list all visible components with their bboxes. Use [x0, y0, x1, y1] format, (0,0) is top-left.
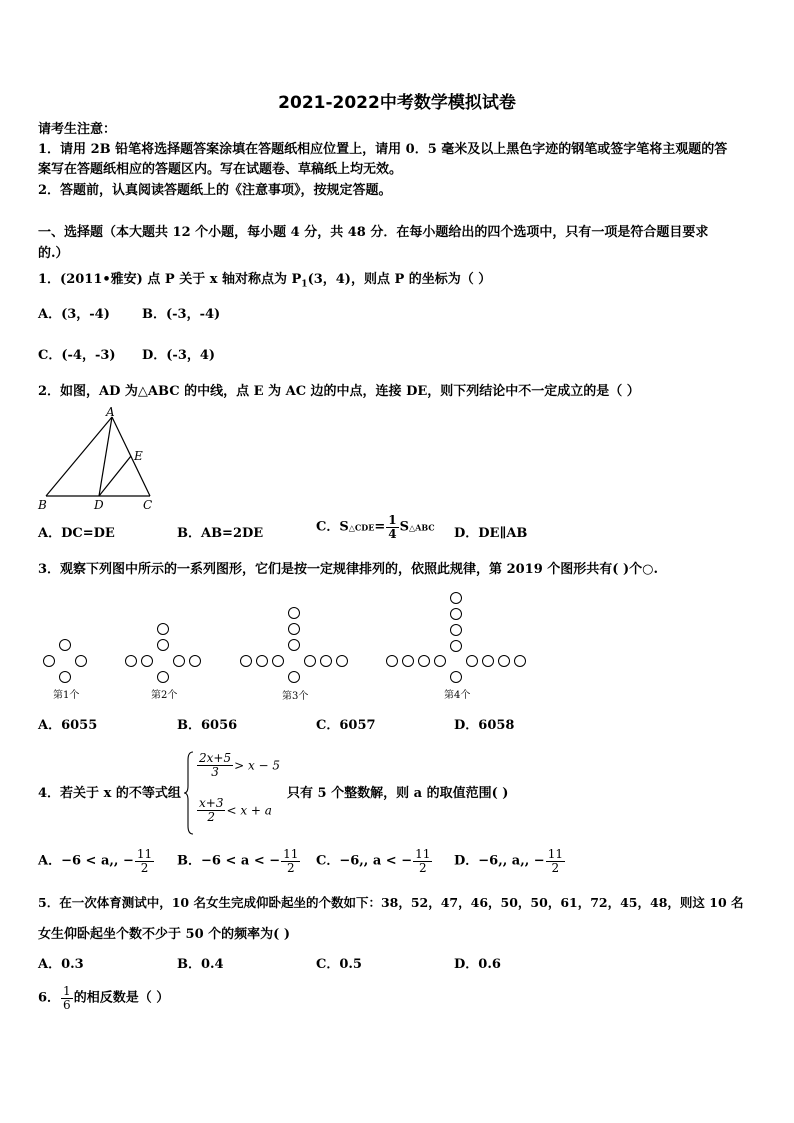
- q5-option-c: C．0.5: [316, 957, 362, 972]
- q2-option-b: B．AB=2DE: [177, 526, 264, 541]
- pattern-label-3: 第3个: [282, 691, 309, 702]
- q4-option-c: [316, 848, 433, 875]
- q4-a-fraction: [135, 848, 154, 875]
- question-6-stem: [38, 985, 169, 1012]
- section-heading-line-1: 一、选择题（本大题共 12 个小题，每小题 4 分，共 48 分．在每小题给出的四个选项中，只有一项是符合题目要求: [38, 225, 709, 240]
- notice-line-1a: 1．请用 2B 铅笔将选择题答案涂填在答题纸相应位置上，请用 0．5 毫米及以上黑色字迹的钢笔或签字笔将主观题的答: [38, 142, 728, 157]
- vertex-label-c: C: [143, 498, 153, 512]
- q2-option-c: [316, 514, 435, 541]
- pattern-2: [126, 624, 201, 683]
- notice-line-2: 2．答题前，认真阅读答题纸上的《注意事项》，按规定答题。: [38, 183, 392, 198]
- q2-c-num: 1: [388, 513, 397, 527]
- ineq1-fraction: [197, 752, 233, 779]
- q4-d-fraction: [546, 848, 565, 875]
- vertex-label-e: E: [134, 449, 143, 463]
- q5-option-d: D．0.6: [454, 957, 501, 972]
- q4-d-prefix: D．−6,, a,, −: [454, 853, 545, 869]
- ineq2-fraction: [197, 797, 225, 824]
- q6-prefix: 6．: [38, 990, 61, 1006]
- q3-option-d: D．6058: [454, 718, 515, 733]
- q4-b-fraction: [281, 848, 300, 875]
- pattern-label-2: 第2个: [151, 690, 178, 701]
- q6-den: 6: [63, 998, 71, 1012]
- page-title: 2021-2022中考数学模拟试卷: [278, 93, 516, 113]
- q3-option-c: C．6057: [316, 718, 376, 733]
- ineq2-den: 2: [207, 810, 216, 824]
- pattern-label-4: 第4个: [444, 690, 471, 701]
- inequality-2: [196, 797, 272, 824]
- q1-stem-part-a: 1．(2011•雅安) 点 P 关于 x 轴对称点为 P: [38, 272, 302, 287]
- q4-a-prefix: A．−6 < a,, −: [38, 853, 134, 869]
- q2-option-d: D．DE∥AB: [454, 526, 528, 541]
- q1-subscript: 1: [301, 279, 308, 290]
- q1-stem-part-b: (3，4)，则点 P 的坐标为（ ）: [307, 272, 492, 287]
- q4-option-d: [454, 848, 566, 875]
- pattern-1: [44, 640, 87, 683]
- question-2-stem: 2．如图，AD 为△ABC 的中线，点 E 为 AC 边的中点，连接 DE，则下列结论中不一定成立的是（ ）: [38, 384, 640, 399]
- vertex-label-a: A: [106, 405, 115, 419]
- pattern-4: [387, 593, 526, 683]
- q2-c-eq: =: [374, 519, 386, 535]
- question-5-line-1: 5．在一次体育测试中，10 名女生完成仰卧起坐的个数如下：38，52，47，46，50，50，61，72，45，48，则这 10 名: [38, 895, 744, 910]
- ineq1-num: 2x+5: [199, 751, 232, 765]
- q4-b-den: 2: [286, 861, 295, 875]
- q4-c-num: 11: [415, 847, 431, 861]
- q1-option-a: A．(3，-4): [38, 307, 110, 322]
- pattern-label-1: 第1个: [53, 690, 80, 701]
- q5-option-a: A．0.3: [38, 957, 84, 972]
- question-1-stem: [38, 270, 491, 295]
- notice-line-1b: 案写在答题纸相应的答题区内。写在试题卷、草稿纸上均无效。: [38, 162, 403, 177]
- q4-option-a: [38, 848, 155, 875]
- q1-option-d: D．(-3，4): [142, 348, 216, 363]
- q4-d-num: 11: [547, 847, 563, 861]
- q4-b-num: 11: [283, 847, 299, 861]
- q4-a-num: 11: [136, 847, 153, 861]
- q4-c-den: 2: [418, 861, 427, 875]
- question-5-line-2: 女生仰卧起坐个数不少于 50 个的频率为( ): [38, 927, 290, 942]
- ineq2-rest: < x + a: [226, 803, 272, 818]
- vertex-label-b: B: [38, 498, 47, 512]
- q4-b-prefix: B．−6 < a < −: [177, 853, 281, 869]
- q2-option-a: A．DC=DE: [38, 526, 115, 541]
- q6-num: 1: [63, 984, 71, 998]
- inequality-1: [196, 752, 280, 779]
- q4-stem-part-a: 4．若关于 x 的不等式组: [38, 786, 181, 801]
- section-heading-line-2: 的.）: [38, 246, 69, 261]
- circle-pattern-figure: [30, 588, 540, 708]
- q3-option-a: A．6055: [38, 718, 98, 733]
- ineq1-den: 3: [211, 765, 219, 779]
- q2-c-den: 4: [388, 527, 397, 541]
- q4-option-b: [177, 848, 301, 875]
- notice-heading: 请考生注意：: [38, 122, 117, 137]
- q6-fraction: [61, 985, 73, 1012]
- triangle-figure: [36, 405, 160, 513]
- q1-option-b: B．(-3，-4): [142, 307, 221, 322]
- q2-c-prefix: C．S: [316, 519, 349, 535]
- pattern-3: [241, 608, 348, 683]
- ineq2-num: x+3: [199, 796, 224, 810]
- q4-stem-part-b: 只有 5 个整数解，则 a 的取值范围( ): [287, 786, 509, 801]
- q6-suffix: 的相反数是（ ）: [73, 990, 170, 1006]
- vertex-label-d: D: [94, 498, 104, 512]
- q4-d-den: 2: [551, 861, 560, 875]
- q4-c-fraction: [413, 848, 432, 875]
- q4-c-prefix: C．−6,, a < −: [316, 853, 413, 869]
- q2-c-s: S: [399, 519, 409, 535]
- q3-option-b: B．6056: [177, 718, 238, 733]
- system-brace: [183, 750, 195, 836]
- q2-c-sub1: △CDE: [348, 522, 375, 533]
- q5-option-b: B．0.4: [177, 957, 224, 972]
- q4-a-den: 2: [140, 861, 149, 875]
- q2-c-fraction: [386, 514, 398, 541]
- q1-option-c: C．(-4，-3): [38, 348, 116, 363]
- question-3-stem: 3．观察下列图中所示的一系列图形，它们是按一定规律排列的，依照此规律，第 2019 个图形共有( )个○.: [38, 562, 658, 577]
- ineq1-rest: > x − 5: [234, 758, 281, 773]
- q2-c-sub2: △ABC: [408, 522, 435, 533]
